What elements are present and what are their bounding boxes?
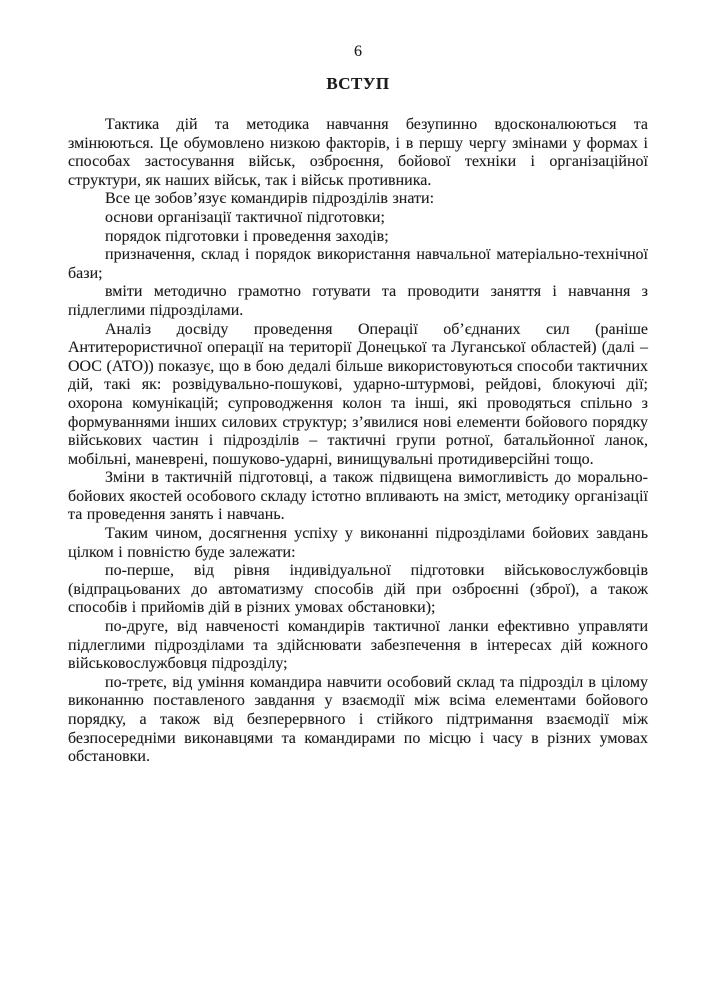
paragraph: по-друге, від навченості командирів тактичної ланки ефективно управляти підлеглими підрозділами та здійснювати забезпечення в інтересах дій кожного військовослужбовця підрозділу; <box>68 618 648 673</box>
page-title: ВСТУП <box>326 74 390 93</box>
paragraph: основи організації тактичної підготовки; <box>105 208 385 226</box>
document-body <box>68 116 648 767</box>
paragraph: Все це зобов’язує командирів підрозділів знати: <box>105 190 435 208</box>
paragraph: Тактика дій та методика навчання безупинно вдосконалюються та змінюються. Це обумовлено низкою факторів, і в першу чергу змінами у формах і способах застосування військ, озброєння, бойової техніки і організаційної структури, як наших військ, так і військ противника. <box>68 116 648 189</box>
page-number: 6 <box>354 43 362 60</box>
paragraph: призначення, склад і порядок використання навчальної матеріально-технічної бази; <box>68 246 648 282</box>
paragraph: по-перше, від рівня індивідуальної підготовки військовослужбовців (відпрацьованих до автоматизму способів дій при озброєнні (зброї), а також способів і прийомів дій в різних умовах обстановки); <box>68 562 648 617</box>
paragraph: вміти методично грамотно готувати та проводити заняття і навчання з підлеглими підрозділами. <box>68 283 648 319</box>
paragraph: порядок підготовки і проведення заходів; <box>105 227 389 245</box>
paragraph: Зміни в тактичній підготовці, а також підвищена вимогливість до морально-бойових якостей особового складу істотно впливають на зміст, методику організації та проведення занять і навчань. <box>68 469 648 524</box>
paragraph: Аналіз досвіду проведення Операції об’єднаних сил (раніше Антитерористичної операції на території Донецької та Луганської областей) (далі – ООС (АТО)) показує, що в бою дедалі більше використовуються способи тактичних дій, такі як: розвідувально-пошукові, ударно-штурмові, рейдові, блокуючі дії; охорона комунікацій; супроводження колон та інші, які проводяться спільно з формуваннями інших силових структур; з’явилися нові елементи бойового порядку військових частин і підрозділів – тактичні групи ротної, батальйонної ланок, мобільні, маневрені, пошуково-ударні, винищувальні протидиверсійні тощо. <box>68 320 648 468</box>
paragraph: по-третє, від уміння командира навчити особовий склад та підрозділ в цілому виконанню поставленого завдання у взаємодії між всіма елементами бойового порядку, а також від безперервного і стійкого підтримання взаємодії між безпосередніми виконавцями та командирами по місцю і часу в різних умовах обстановки. <box>68 673 648 766</box>
paragraph: Таким чином, досягнення успіху у виконанні підрозділами бойових завдань цілком і повністю буде залежати: <box>68 525 648 561</box>
